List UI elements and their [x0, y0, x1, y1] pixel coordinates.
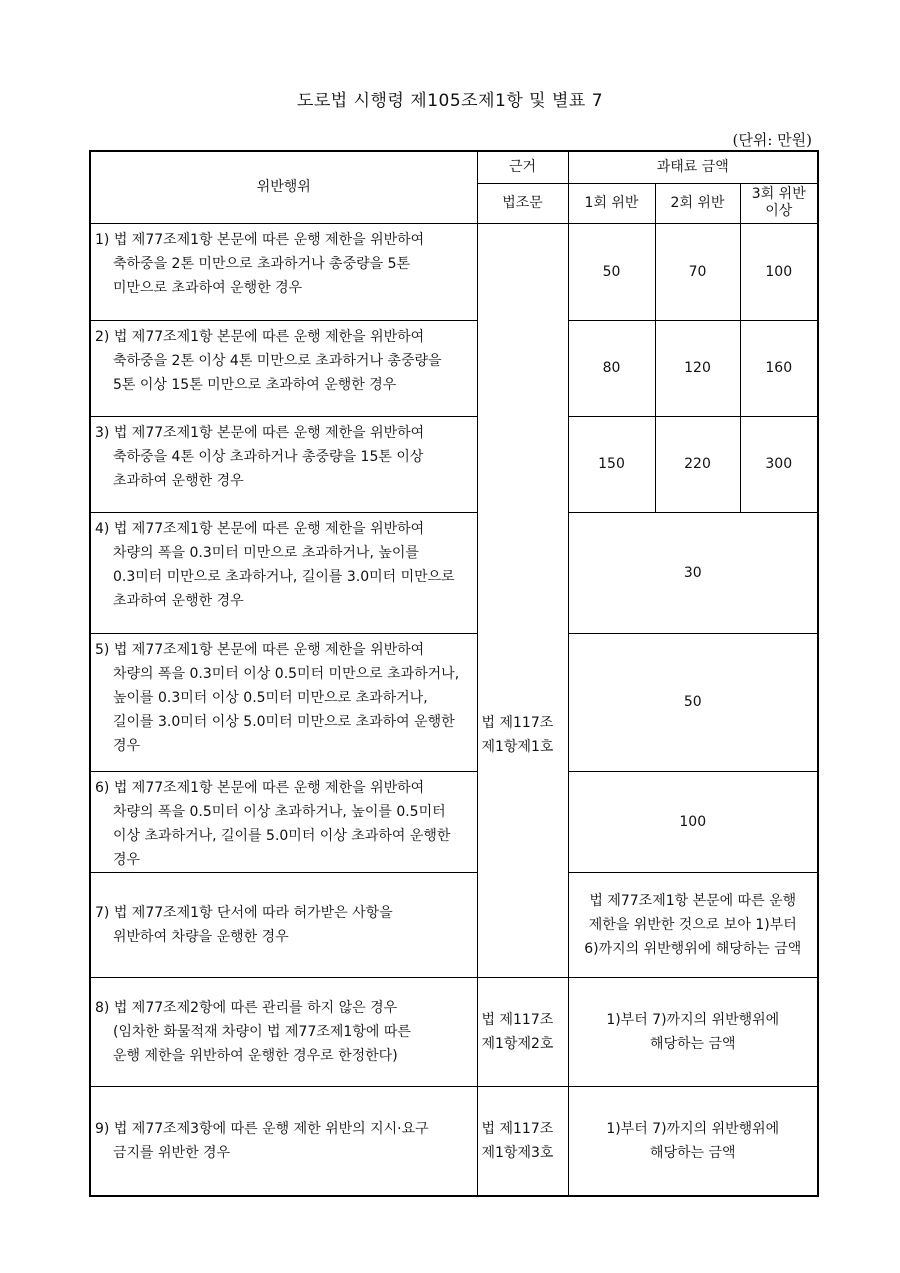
- fine-3-first: 150: [568, 416, 655, 512]
- table-row: [90, 1086, 818, 1196]
- fine-7: 법 제77조제1항 본문에 따른 운행 제한을 위반한 것으로 보아 1)부터 6)까지의 위반행위에 해당하는 금액: [568, 872, 818, 977]
- header-basis-2: 법조문: [477, 183, 568, 223]
- header-second: 2회 위반: [655, 183, 740, 223]
- header-third: 3회 위반 이상: [740, 183, 818, 223]
- table-row: [90, 512, 818, 633]
- fine-2-third: 160: [740, 320, 818, 416]
- table-row: [90, 416, 818, 512]
- header-violation: 위반행위: [90, 151, 477, 223]
- law-basis-3: 법 제117조 제1항제3호: [477, 1086, 568, 1196]
- table-row: [90, 223, 818, 320]
- fine-2-second: 120: [655, 320, 740, 416]
- violation-9: 9) 법 제77조제3항에 따른 운행 제한 위반의 지시·요구 금지를 위반한 경우: [90, 1086, 477, 1196]
- table-row: [90, 771, 818, 872]
- violation-5: 5) 법 제77조제1항 본문에 따른 운행 제한을 위반하여 차량의 폭을 0.3미터 이상 0.5미터 미만으로 초과하거나, 높이를 0.3미터 이상 0.5미터 미만으로 초과하거나, 길이를 3.0미터 이상 5.0미터 미만으로 초과하여 운행한 경우: [90, 633, 477, 771]
- violation-7: 7) 법 제77조제1항 단서에 따라 허가받은 사항을 위반하여 차량을 운행한 경우: [90, 872, 477, 977]
- header-basis-1: 근거: [477, 151, 568, 183]
- violation-2: 2) 법 제77조제1항 본문에 따른 운행 제한을 위반하여 축하중을 2톤 이상 4톤 미만으로 초과하거나 총중량을 5톤 이상 15톤 미만으로 초과하여 운행한 경우: [90, 320, 477, 416]
- fine-2-first: 80: [568, 320, 655, 416]
- fine-4: 30: [568, 512, 818, 633]
- penalty-table: [89, 150, 819, 1197]
- violation-3: 3) 법 제77조제1항 본문에 따른 운행 제한을 위반하여 축하중을 4톤 이상 초과하거나 총중량을 15톤 이상 초과하여 운행한 경우: [90, 416, 477, 512]
- unit-label: (단위: 만원): [732, 131, 812, 149]
- law-basis-1: 법 제117조 제1항제1호: [477, 223, 568, 977]
- header-first: 1회 위반: [568, 183, 655, 223]
- fine-1-third: 100: [740, 223, 818, 320]
- violation-4: 4) 법 제77조제1항 본문에 따른 운행 제한을 위반하여 차량의 폭을 0.3미터 미만으로 초과하거나, 높이를 0.3미터 미만으로 초과하거나, 길이를 3.0미터 미만으로 초과하여 운행한 경우: [90, 512, 477, 633]
- table-row: [90, 633, 818, 771]
- fine-3-third: 300: [740, 416, 818, 512]
- header-fine: 과태료 금액: [568, 151, 818, 183]
- violation-1: 1) 법 제77조제1항 본문에 따른 운행 제한을 위반하여 축하중을 2톤 미만으로 초과하거나 총중량을 5톤 미만으로 초과하여 운행한 경우: [90, 223, 477, 320]
- fine-1-first: 50: [568, 223, 655, 320]
- fine-1-second: 70: [655, 223, 740, 320]
- table-row: [90, 872, 818, 977]
- fine-6: 100: [568, 771, 818, 872]
- fine-3-second: 220: [655, 416, 740, 512]
- violation-6: 6) 법 제77조제1항 본문에 따른 운행 제한을 위반하여 차량의 폭을 0.5미터 이상 초과하거나, 높이를 0.5미터 이상 초과하거나, 길이를 5.0미터 이상 초과하여 운행한 경우: [90, 771, 477, 872]
- document-title: 도로법 시행령 제105조제1항 및 별표 7: [296, 91, 604, 111]
- fine-8: 1)부터 7)까지의 위반행위에 해당하는 금액: [568, 977, 818, 1086]
- law-basis-2: 법 제117조 제1항제2호: [477, 977, 568, 1086]
- fine-5: 50: [568, 633, 818, 771]
- fine-9: 1)부터 7)까지의 위반행위에 해당하는 금액: [568, 1086, 818, 1196]
- table-row: [90, 977, 818, 1086]
- violation-8: 8) 법 제77조제2항에 따른 관리를 하지 않은 경우 (임차한 화물적재 차량이 법 제77조제1항에 따른 운행 제한을 위반하여 운행한 경우로 한정한다): [90, 977, 477, 1086]
- table-row: [90, 320, 818, 416]
